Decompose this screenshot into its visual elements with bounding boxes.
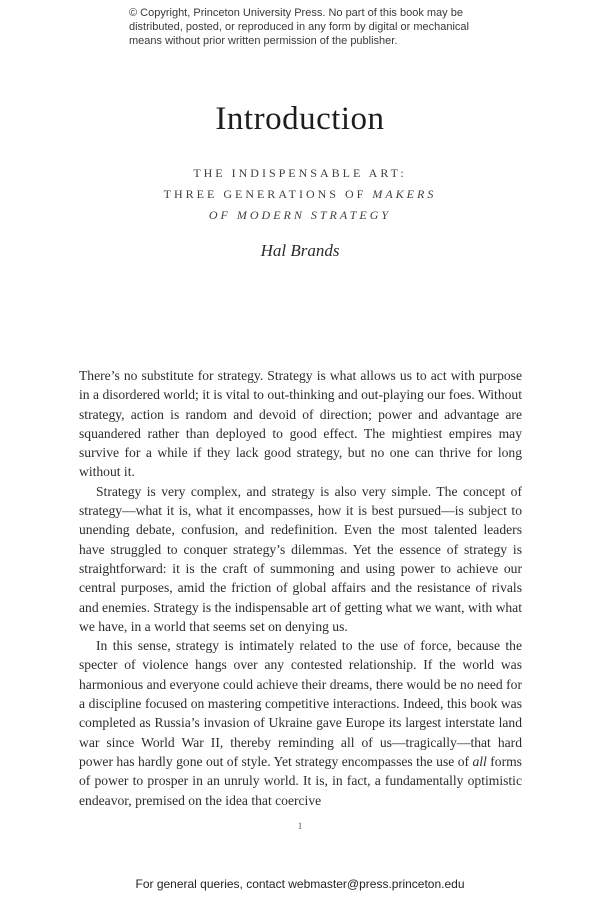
text-run: In this sense, strategy is intimately related to the use of force, because the specter of violence hangs over any contested relationship. If the world was harmonious and everyone could achieve their dreams, there would be no need for a discipline focused on mastering competitive interactions. Indeed, this book was completed as Russia’s invasion of Ukraine gave Europe its largest interstate land war since World War II, thereby reminding all of us—tragically—that hard power has hardly gone out of style. Yet strategy encompasses the use of — [79, 638, 522, 769]
paragraph — [79, 482, 522, 636]
subtitle-line-2 — [0, 184, 600, 205]
text-run: There’s no substitute for strategy. Strategy is what allows us to act with purpose in a disordered world; it is vital to out-thinking and out-playing our foes. Without strategy, action is random and devoid of direction; power and advantage are squandered rather than deployed to good effect. The mightiest empires may survive for a while if they lack good strategy, but no one can thrive for long without it. — [79, 368, 522, 480]
subtitle-line-1: THE INDISPENSABLE ART: — [193, 166, 407, 180]
text-run: Strategy is very complex, and strategy is also very simple. The concept of strategy—what it is, what it encompasses, how it is best pursued—is subject to unending debate, confusion, and redefinition. Even the most talented leaders have struggled to conquer strategy’s dilemmas. Yet the essence of strategy is straightforward: it is the craft of summoning and using power to achieve our central purposes, amid the friction of global affairs and the resistance of rivals and enemies. Strategy is the indispensable art of getting what we want, with what we have, in a world that seems set on denying us. — [79, 483, 522, 634]
copyright-line: distributed, posted, or reproduced in any form by digital or mechanical — [129, 21, 469, 33]
author-name: Hal Brands — [260, 241, 340, 260]
chapter-subtitle — [0, 163, 600, 226]
copyright-line: © Copyright, Princeton University Press. No part of this book may be — [129, 7, 463, 19]
text-run: forms of power to prosper in an unruly world. It is, in fact, a fundamentally optimistic endeavor, premised on the idea that coercive — [79, 753, 522, 808]
paragraph — [79, 366, 522, 482]
page-number: 1 — [297, 821, 303, 831]
subtitle-line-2-italic: MAKERS — [372, 187, 437, 201]
subtitle-line-3: OF MODERN STRATEGY — [208, 208, 392, 222]
subtitle-line-2-regular: THREE GENERATIONS OF — [163, 187, 373, 201]
chapter-title: Introduction — [215, 101, 385, 137]
copyright-notice — [129, 6, 499, 48]
paragraph — [79, 636, 522, 810]
copyright-line: means without prior written permission of the publisher. — [129, 35, 398, 47]
footer-query-text: For general queries, contact webmaster@press.princeton.edu — [135, 877, 465, 891]
body-text — [79, 366, 522, 810]
italic-run: all — [472, 753, 487, 769]
